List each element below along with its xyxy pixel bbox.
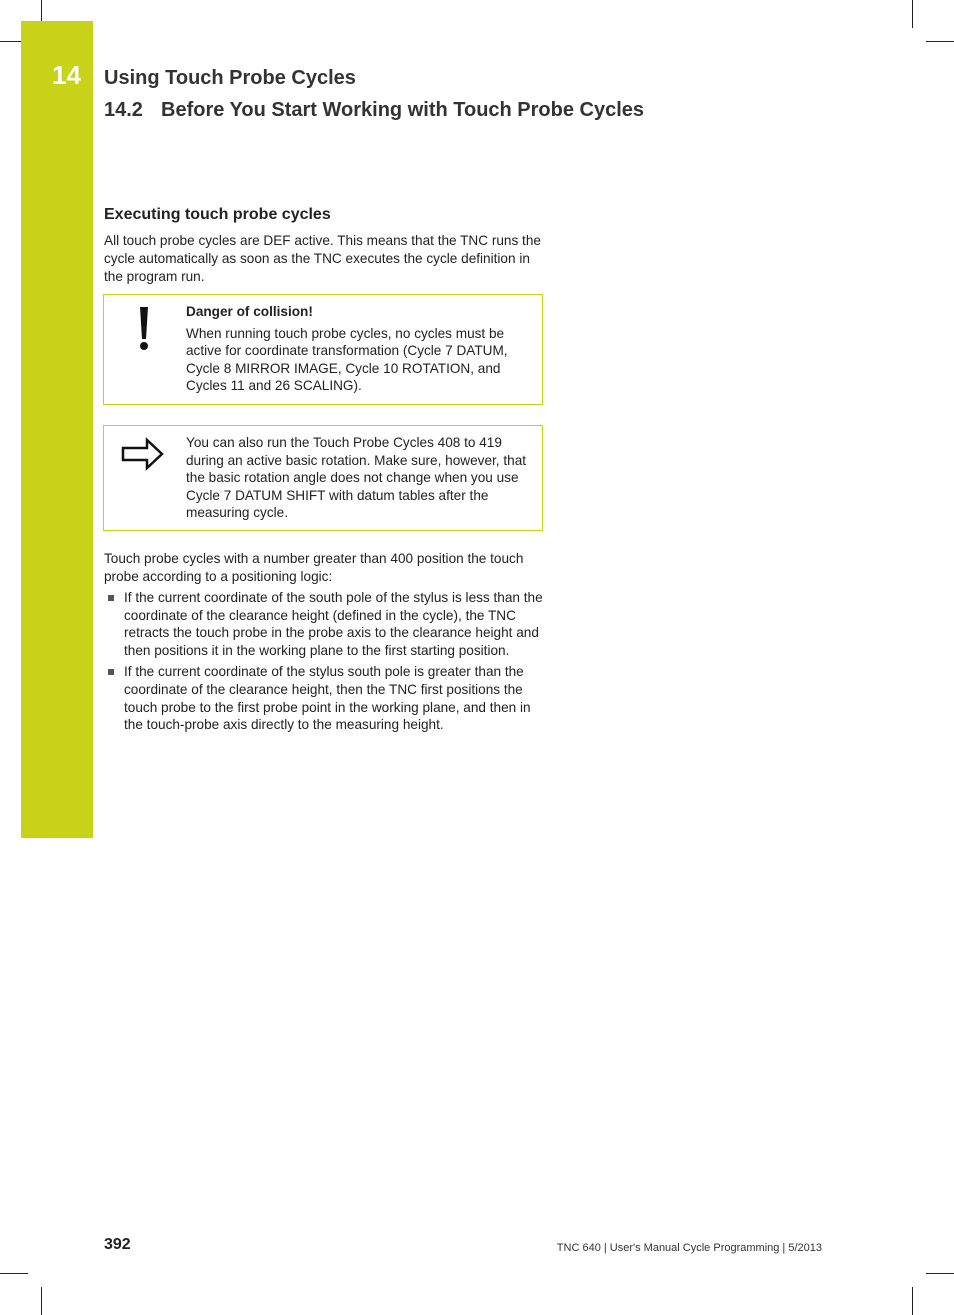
section-title-text: Before You Start Working with Touch Probe Cycles — [161, 99, 645, 121]
warning-box — [103, 294, 543, 405]
subsection-heading: Executing touch probe cycles — [104, 206, 331, 223]
positioning-list — [104, 589, 546, 738]
page-number: 392 — [104, 1236, 131, 1253]
crop-mark — [926, 1273, 954, 1274]
chapter-number: 14 — [52, 60, 81, 90]
crop-mark — [912, 1287, 913, 1315]
chapter-sidebar — [21, 21, 93, 838]
warning-text: When running touch probe cycles, no cycles must be active for coordinate transformation (Cycle 7 DATUM, Cycle 8 MIRROR IMAGE, Cycle 10 ROTATION, and Cycles 11 and 26 SCALING). — [186, 325, 508, 394]
list-item: If the current coordinate of the stylus south pole is greater than the coordinate of the clearance height, then the TNC first positions the touch probe to the first probe point in the working plane, and then in the touch-probe axis directly to the measuring height. — [104, 663, 546, 733]
crop-mark — [912, 0, 913, 28]
chapter-title: Using Touch Probe Cycles — [104, 67, 356, 89]
section-number: 14.2 — [104, 99, 143, 121]
intro-paragraph: All touch probe cycles are DEF active. This means that the TNC runs the cycle automatically as soon as the TNC executes the cycle definition in the program run. — [104, 233, 541, 284]
bullet-square-icon — [108, 669, 114, 675]
crop-mark — [0, 1273, 28, 1274]
note-box — [103, 425, 543, 531]
warning-title: Danger of collision! — [186, 304, 313, 319]
exclamation-icon — [104, 295, 186, 404]
list-item: If the current coordinate of the south pole of the stylus is less than the coordinate of the clearance height (defined in the cycle), the TNC retracts the touch probe in the probe axis to the clearance height and then positions it in the working plane to the first starting position. — [104, 589, 546, 659]
crop-mark — [41, 1287, 42, 1315]
arrow-right-icon — [104, 426, 186, 530]
crop-mark — [926, 41, 954, 42]
note-text: You can also run the Touch Probe Cycles 408 to 419 during an active basic rotation. Make sure, however, that the basic rotation angle does not change when you use Cycle 7 DATUM SHIFT with datum tables after the measuring cycle. — [186, 435, 527, 521]
section-title — [104, 99, 644, 122]
positioning-paragraph: Touch probe cycles with a number greater than 400 position the touch probe according to a positioning logic: — [104, 551, 524, 584]
bullet-square-icon — [108, 595, 114, 601]
footer-text: TNC 640 | User's Manual Cycle Programming | 5/2013 — [556, 1242, 822, 1254]
